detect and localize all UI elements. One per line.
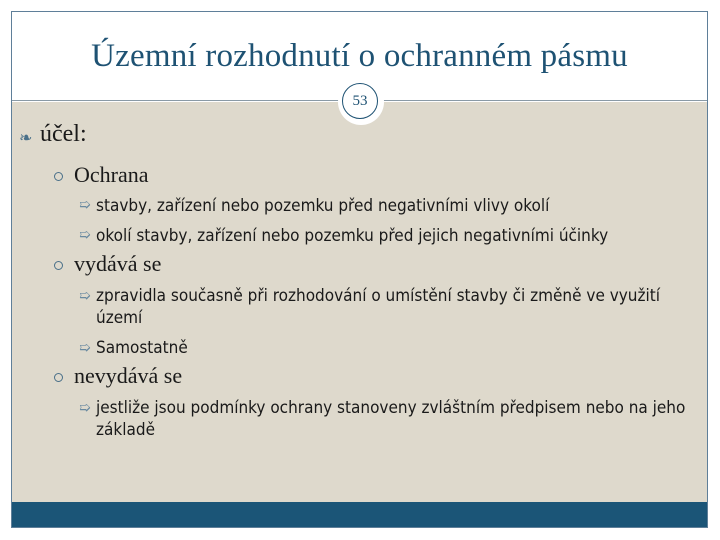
arrow-bullet-icon: ➯: [79, 228, 91, 243]
slide-title: Územní rozhodnutí o ochranném pásmu: [91, 38, 628, 74]
hollow-circle-icon: [54, 172, 63, 181]
subitem-text: stavby, zařízení nebo pozemku před negativními vlivy okolí: [96, 196, 550, 216]
subitem-text: zpravidla současně při rozhodování o umístění stavby či změně ve využití území: [96, 286, 661, 328]
footer-bar: [12, 502, 707, 527]
item-ochrana: Ochrana: [74, 162, 149, 187]
hollow-circle-icon: [54, 373, 63, 382]
subitem-text: jestliže jsou podmínky ochrany stanoveny zvláštním předpisem nebo na jeho základě: [96, 398, 686, 440]
leaf-bullet-icon: ❧: [19, 130, 33, 147]
page-number: 53: [342, 83, 378, 119]
arrow-bullet-icon: ➯: [79, 401, 91, 416]
page-number-badge: [338, 79, 384, 125]
heading-ucel: účel:: [40, 121, 87, 147]
subitem-text: okolí stavby, zařízení nebo pozemku před jejich negativními účinky: [96, 226, 609, 246]
hollow-circle-icon: [54, 261, 63, 270]
subitem-text: Samostatně: [96, 338, 188, 358]
arrow-bullet-icon: ➯: [79, 341, 91, 356]
item-nevydava-se: nevydává se: [74, 363, 183, 388]
arrow-bullet-icon: ➯: [79, 289, 91, 304]
arrow-bullet-icon: ➯: [79, 198, 91, 213]
item-vydava-se: vydává se: [74, 251, 162, 276]
